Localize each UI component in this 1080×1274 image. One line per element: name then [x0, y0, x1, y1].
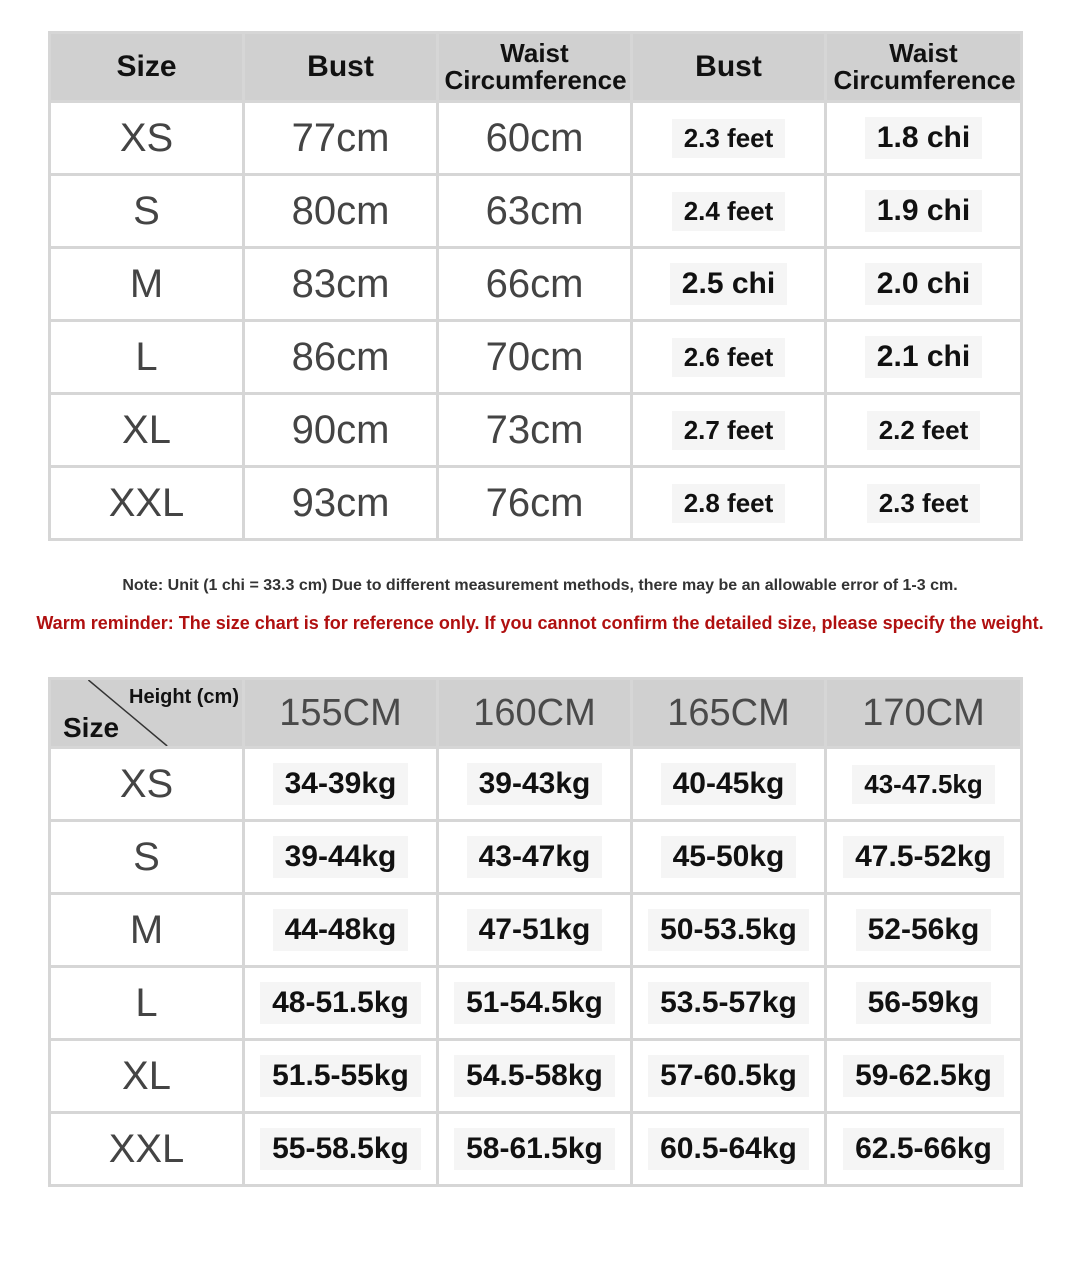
weight-cell [632, 748, 826, 821]
weight-value: 47-51kg [467, 909, 603, 951]
weight-value: 48-51.5kg [260, 982, 421, 1024]
weight-cell [826, 1040, 1022, 1113]
size-cell: XS [50, 748, 244, 821]
size-cell: XS [50, 102, 244, 175]
header-bust-alt: Bust [632, 33, 826, 102]
weight-value: 60.5-64kg [648, 1128, 809, 1170]
size-cell: XL [50, 394, 244, 467]
weight-cell [632, 894, 826, 967]
waist-alt-value: 1.8 chi [865, 117, 982, 159]
bust-alt-value: 2.8 feet [672, 484, 786, 523]
bust-alt-cell [632, 175, 826, 248]
weight-cell [244, 821, 438, 894]
waist-alt-cell [826, 394, 1022, 467]
weight-cell [244, 967, 438, 1040]
weight-cell [438, 1040, 632, 1113]
size-table-header-row [50, 33, 1022, 102]
size-measurement-table [48, 31, 1023, 541]
height-axis-label: Height (cm) [129, 686, 239, 708]
waist-alt-value: 2.1 chi [865, 336, 982, 378]
table-row [50, 248, 1022, 321]
table-row [50, 748, 1022, 821]
weight-cell [826, 967, 1022, 1040]
weight-cell [438, 967, 632, 1040]
table-row [50, 321, 1022, 394]
size-cell: XL [50, 1040, 244, 1113]
size-cell: M [50, 248, 244, 321]
waist-alt-cell [826, 248, 1022, 321]
weight-height-table [48, 677, 1023, 1187]
header-size: Size [50, 33, 244, 102]
size-cell: S [50, 175, 244, 248]
bust-alt-value: 2.3 feet [672, 119, 786, 158]
bust-alt-value: 2.5 chi [670, 263, 787, 305]
weight-cell [438, 748, 632, 821]
header-waist-cm [438, 33, 632, 102]
waist-alt-value: 2.2 feet [867, 411, 981, 450]
height-header: 165CM [632, 679, 826, 748]
weight-table-header-row [50, 679, 1022, 748]
bust-alt-cell [632, 248, 826, 321]
weight-cell [244, 894, 438, 967]
table-row [50, 967, 1022, 1040]
weight-value: 56-59kg [856, 982, 992, 1024]
bust-alt-value: 2.7 feet [672, 411, 786, 450]
size-cell: XXL [50, 467, 244, 540]
weight-cell [632, 1113, 826, 1186]
table-row [50, 175, 1022, 248]
weight-value: 52-56kg [856, 909, 992, 951]
table-row [50, 821, 1022, 894]
size-cell: M [50, 894, 244, 967]
waist-alt-cell [826, 102, 1022, 175]
waist-alt-cell [826, 467, 1022, 540]
weight-cell [438, 1113, 632, 1186]
bust-cm-cell: 90cm [244, 394, 438, 467]
weight-cell [826, 1113, 1022, 1186]
weight-value: 44-48kg [273, 909, 409, 951]
weight-value: 39-44kg [273, 836, 409, 878]
weight-value: 40-45kg [661, 763, 797, 805]
weight-cell [244, 748, 438, 821]
weight-cell [244, 1040, 438, 1113]
weight-cell [632, 1040, 826, 1113]
unit-note: Note: Unit (1 chi = 33.3 cm) Due to different measurement methods, there may be an allowable error of 1-3 cm. [122, 577, 958, 594]
weight-value: 43-47kg [467, 836, 603, 878]
weight-cell [632, 967, 826, 1040]
weight-value: 39-43kg [467, 763, 603, 805]
waist-cm-cell: 73cm [438, 394, 632, 467]
header-waist-alt-label: Waist Circumference [833, 38, 1016, 95]
weight-value: 54.5-58kg [454, 1055, 615, 1097]
bust-alt-cell [632, 394, 826, 467]
weight-value: 53.5-57kg [648, 982, 809, 1024]
bust-alt-value: 2.4 feet [672, 192, 786, 231]
weight-cell [826, 748, 1022, 821]
size-cell: L [50, 967, 244, 1040]
weight-value: 51-54.5kg [454, 982, 615, 1024]
waist-alt-cell [826, 321, 1022, 394]
bust-cm-cell: 83cm [244, 248, 438, 321]
header-waist-cm-label: Waist Circumference [444, 38, 627, 95]
weight-value: 50-53.5kg [648, 909, 809, 951]
weight-value: 51.5-55kg [260, 1055, 421, 1097]
table-row [50, 102, 1022, 175]
height-header: 160CM [438, 679, 632, 748]
bust-alt-cell [632, 467, 826, 540]
weight-value: 57-60.5kg [648, 1055, 809, 1097]
weight-cell [244, 1113, 438, 1186]
table-row [50, 894, 1022, 967]
bust-alt-cell [632, 321, 826, 394]
bust-cm-cell: 93cm [244, 467, 438, 540]
waist-alt-value: 2.3 feet [867, 484, 981, 523]
waist-alt-value: 1.9 chi [865, 190, 982, 232]
bust-alt-cell [632, 102, 826, 175]
waist-cm-cell: 60cm [438, 102, 632, 175]
size-cell: S [50, 821, 244, 894]
waist-cm-cell: 70cm [438, 321, 632, 394]
size-cell: XXL [50, 1113, 244, 1186]
header-bust-cm: Bust [244, 33, 438, 102]
weight-value: 43-47.5kg [852, 765, 995, 804]
weight-value: 45-50kg [661, 836, 797, 878]
table-row [50, 1113, 1022, 1186]
waist-alt-value: 2.0 chi [865, 263, 982, 305]
weight-value: 58-61.5kg [454, 1128, 615, 1170]
weight-value: 47.5-52kg [843, 836, 1004, 878]
table-row [50, 467, 1022, 540]
weight-value: 55-58.5kg [260, 1128, 421, 1170]
waist-cm-cell: 76cm [438, 467, 632, 540]
header-waist-alt [826, 33, 1022, 102]
weight-value: 34-39kg [273, 763, 409, 805]
weight-cell [632, 821, 826, 894]
height-header: 170CM [826, 679, 1022, 748]
warm-reminder: Warm reminder: The size chart is for reference only. If you cannot confirm the detailed size, please specify the weight. [36, 613, 1044, 633]
height-header: 155CM [244, 679, 438, 748]
table-row [50, 1040, 1022, 1113]
size-cell: L [50, 321, 244, 394]
weight-cell [826, 894, 1022, 967]
bust-cm-cell: 80cm [244, 175, 438, 248]
weight-value: 59-62.5kg [843, 1055, 1004, 1097]
bust-alt-value: 2.6 feet [672, 338, 786, 377]
waist-alt-cell [826, 175, 1022, 248]
bust-cm-cell: 77cm [244, 102, 438, 175]
weight-value: 62.5-66kg [843, 1128, 1004, 1170]
waist-cm-cell: 63cm [438, 175, 632, 248]
bust-cm-cell: 86cm [244, 321, 438, 394]
corner-header [50, 679, 244, 748]
size-axis-label: Size [63, 712, 120, 743]
weight-cell [826, 821, 1022, 894]
weight-cell [438, 821, 632, 894]
waist-cm-cell: 66cm [438, 248, 632, 321]
table-row [50, 394, 1022, 467]
weight-cell [438, 894, 632, 967]
